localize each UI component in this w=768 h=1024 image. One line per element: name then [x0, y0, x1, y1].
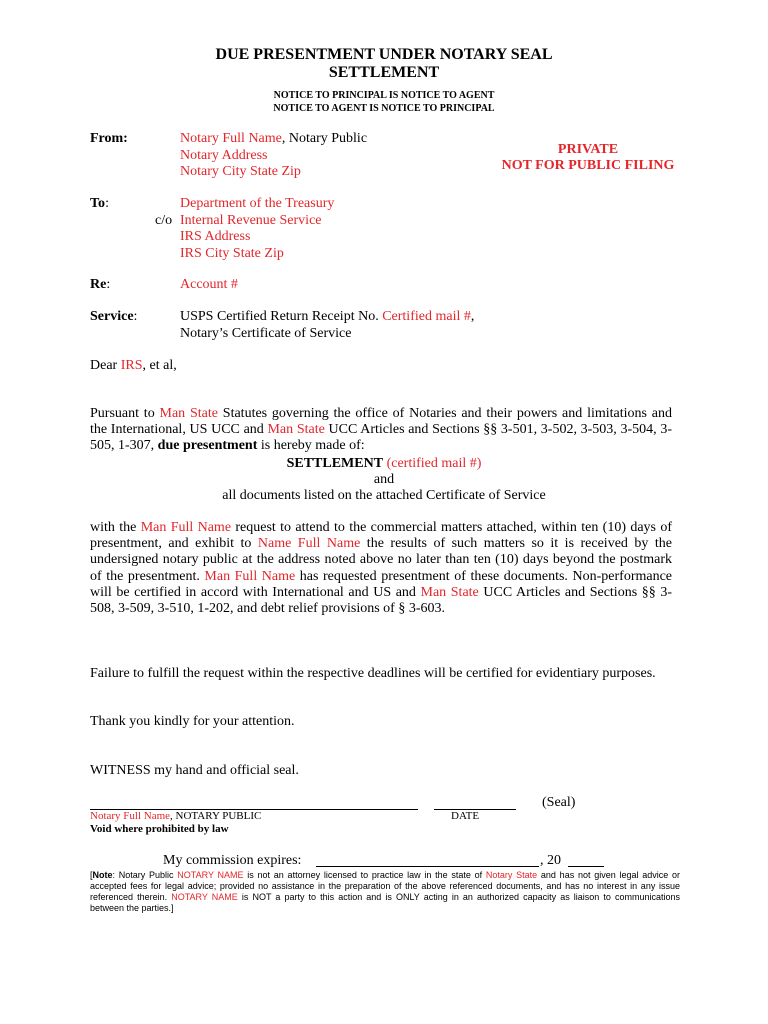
- from-address: Notary Address: [180, 147, 268, 163]
- commission-label: My commission expires:: [163, 853, 302, 868]
- thanks-line: Thank you kindly for your attention.: [90, 714, 295, 729]
- signature-notary-name: Notary Full Name, NOTARY PUBLIC: [90, 810, 262, 822]
- to-block: [155, 196, 335, 262]
- private-line2: NOT FOR PUBLIC FILING: [501, 158, 675, 173]
- paragraph-request: with the Man Full Name request to attend to the commercial matters attached, within ten (10) days of presentment, and exhibit to Name Full Name the results of such matters so it is received by the undersigned notary public at the address noted above no later than ten (10) days beyond the postmark of the presentment. Man Full Name has requested presentment of these documents. Non-performance will be certified in accord with International and US and Man State UCC Articles and Sections §§ 3-508, 3-509, 3-510, 1-202, and debt relief provisions of § 3-603.: [90, 520, 673, 617]
- certified-mail-number: Certified mail #: [382, 309, 471, 324]
- to-co: c/o: [155, 212, 173, 228]
- commission-year-line: [568, 866, 604, 867]
- to-label: To:: [90, 196, 109, 211]
- document-title-line2: SETTLEMENT: [328, 64, 440, 81]
- from-city: Notary City State Zip: [180, 164, 301, 179]
- document-title-line1: DUE PRESENTMENT UNDER NOTARY SEAL: [215, 46, 553, 63]
- notice-line1: NOTICE TO PRINCIPAL IS NOTICE TO AGENT: [273, 90, 495, 101]
- paragraph-failure: Failure to fulfill the request within the respective deadlines will be certified for evidentiary purposes.: [90, 666, 656, 681]
- salutation: Dear IRS, et al,: [90, 358, 177, 373]
- seal-label: (Seal): [542, 795, 576, 810]
- to-address: IRS Address: [180, 229, 251, 244]
- commission-date-line: [316, 866, 539, 867]
- settlement-line: SETTLEMENT (certified mail #): [286, 456, 482, 471]
- service-label: Service:: [90, 309, 138, 324]
- to-dept: Department of the Treasury: [180, 196, 335, 211]
- from-notary-name: Notary Full Name: [180, 131, 282, 146]
- service-block: USPS Certified Return Receipt No. Certified mail #, Notary’s Certificate of Service: [180, 309, 475, 341]
- re-value: Account #: [180, 277, 238, 292]
- to-irs: Internal Revenue Service: [180, 212, 322, 228]
- re-label: Re:: [90, 277, 111, 292]
- from-block: [180, 131, 367, 181]
- settlement-docs: all documents listed on the attached Certificate of Service: [222, 488, 546, 503]
- settlement-and: and: [373, 472, 395, 487]
- void-notice: Void where prohibited by law: [90, 823, 229, 835]
- from-notary-title: , Notary Public: [281, 131, 368, 146]
- date-label: DATE: [451, 810, 480, 822]
- private-line1: PRIVATE: [557, 142, 619, 157]
- notice-line2: NOTICE TO AGENT IS NOTICE TO PRINCIPAL: [273, 103, 495, 114]
- to-city: IRS City State Zip: [180, 245, 284, 261]
- disclaimer-note: [Note: Notary Public NOTARY NAME is not an attorney licensed to practice law in the state of Notary State and has not given legal advice or accepted fees for legal advice; provided no assistance in the preparation of the above referenced documents, and has no interest in any issue referenced therein. NOTARY NAME is NOT a party to this action and is ONLY acting in an authorized capacity as liaison to communications between the parties.]: [90, 870, 680, 913]
- witness-line: WITNESS my hand and official seal.: [90, 763, 299, 778]
- commission-year-prefix: , 20: [540, 853, 561, 868]
- from-label: From:: [90, 131, 128, 146]
- service-line2: Notary’s Certificate of Service: [180, 325, 352, 341]
- paragraph-presentment: Pursuant to Man State Statutes governing the office of Notaries and their powers and limitations and the International, US UCC and Man State UCC Articles and Sections §§ 3-501, 3-502, 3-503, 3-504, 3-505, 1-307, due presentment is hereby made of:: [90, 406, 672, 454]
